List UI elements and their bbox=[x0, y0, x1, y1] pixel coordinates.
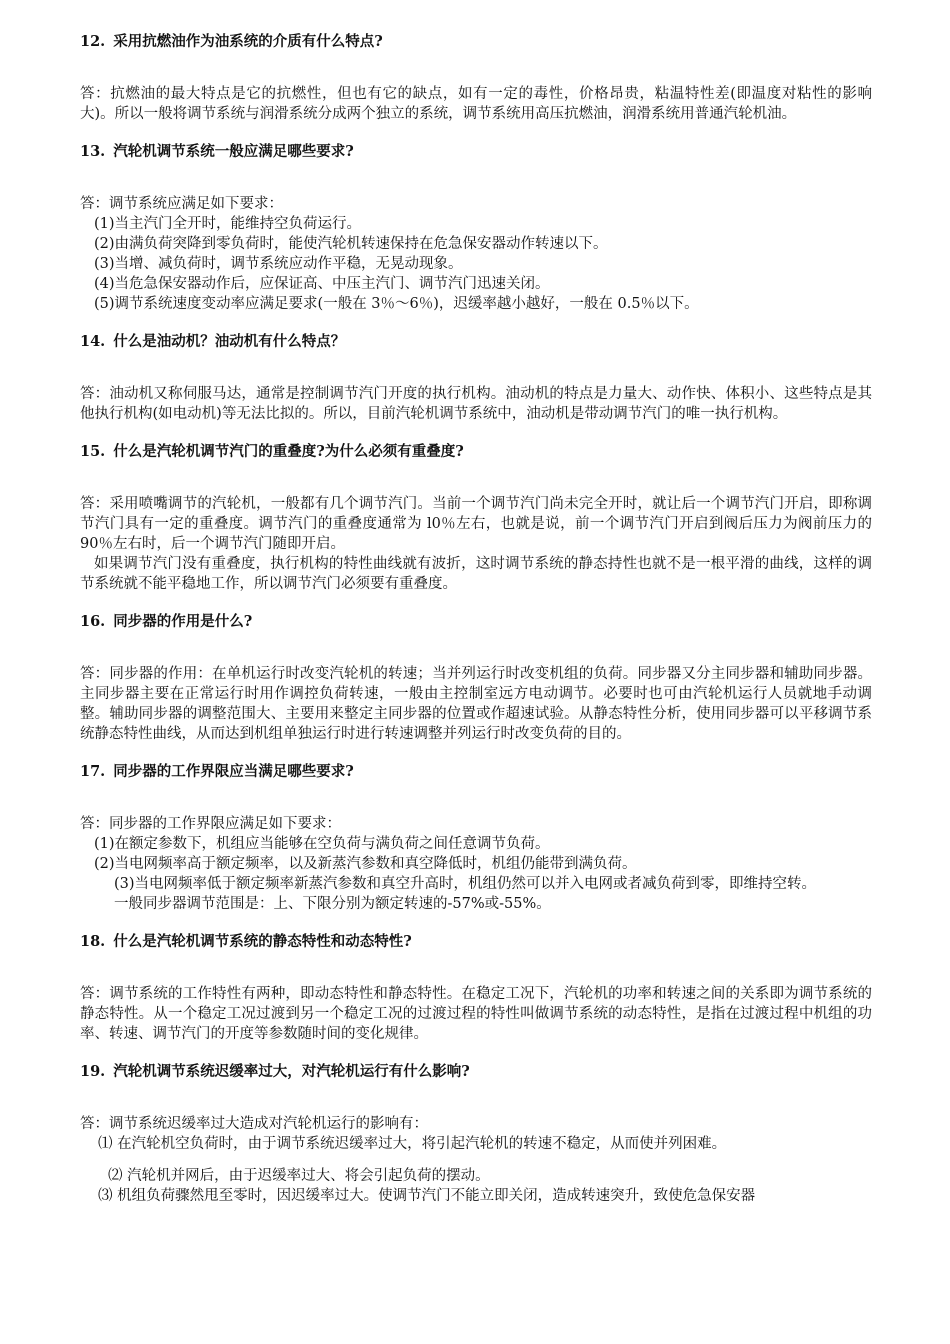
question-16: 16. 同步器的作用是什么? bbox=[80, 613, 253, 630]
answer-17-item-3: (3)当电网频率低于额定频率新蒸汽参数和真空升高时，机组仍然可以并入电网或者减负荷到零，即维持空转。 bbox=[114, 876, 817, 892]
answer-14: 答：油动机又称伺服马达，通常是控制调节汽门开度的执行机构。油动机的特点是力量大、动作快、体积小、这些特点是其他执行机构(如电动机)等无法比拟的。所以，目前汽轮机调节系统中，油动机是带动调节汽门的唯一执行机构。 bbox=[80, 386, 872, 422]
answer-19-item-3: ⑶ 机组负荷骤然甩至零时，因迟缓率过大。使调节汽门不能立即关闭，造成转速突升，致使危急保安器 bbox=[98, 1188, 756, 1204]
document-page bbox=[80, 32, 872, 1206]
answer-19-item-1: ⑴ 在汽轮机空负荷时，由于调节系统迟缓率过大，将引起汽轮机的转速不稳定，从而使并列困难。 bbox=[98, 1136, 727, 1152]
question-18: 18. 什么是汽轮机调节系统的静态特性和动态特性? bbox=[80, 933, 412, 950]
question-12: 12. 采用抗燃油作为油系统的介质有什么特点? bbox=[80, 33, 383, 50]
answer-15: 答：采用喷嘴调节的汽轮机，一般都有几个调节汽门。当前一个调节汽门尚未完全开时，就让后一个调节汽门开启，即称调节汽门具有一定的重叠度。调节汽门的重叠度通常为 l0％左右，也就是说，前一个调节汽门开启到阀后压力为阀前压力的 90％左右时，后一个调节汽门随即开启。 bbox=[80, 496, 872, 552]
answer-17-intro: 答：同步器的工作界限应满足如下要求： bbox=[80, 816, 341, 832]
question-13: 13. 汽轮机调节系统一般应满足哪些要求? bbox=[80, 143, 354, 160]
answer-17-item-1: (1)在额定参数下，机组应当能够在空负荷与满负荷之间任意调节负荷。 bbox=[94, 836, 550, 852]
answer-16: 答：同步器的作用：在单机运行时改变汽轮机的转速；当并列运行时改变机组的负荷。同步器又分主同步器和辅助同步器。主同步器主要在正常运行时用作调控负荷转速，一般由主控制室远方电动调节。必要时也可由汽轮机运行人员就地手动调整。辅助同步器的调整范围大、主要用来整定主同步器的位置或作超速试验。从静态特性分析，使用同步器可以平移调节系统静态特性曲线，从而达到机组单独运行时进行转速调整并列运行时改变负荷的目的。 bbox=[80, 666, 872, 742]
question-17: 17. 同步器的工作界限应当满足哪些要求? bbox=[80, 763, 354, 780]
answer-17-note: 一般同步器调节范围是：上、下限分别为额定转速的-57%或-55%。 bbox=[114, 896, 551, 912]
answer-13-item-2: (2)由满负荷突降到零负荷时，能使汽轮机转速保持在危急保安器动作转速以下。 bbox=[94, 236, 608, 252]
question-14: 14. 什么是油动机？油动机有什么特点？ bbox=[80, 333, 346, 350]
answer-13-item-1: (1)当主汽门全开时，能维持空负荷运行。 bbox=[94, 216, 362, 232]
answer-19-intro: 答：调节系统迟缓率过大造成对汽轮机运行的影响有： bbox=[80, 1116, 428, 1132]
answer-15-paragraph-2: 如果调节汽门没有重叠度，执行机构的特性曲线就有波折，这时调节系统的静态持性也就不是一根平滑的曲线，这样的调节系统就不能平稳地工作，所以调节汽门必须要有重叠度。 bbox=[80, 556, 872, 592]
answer-13-intro: 答：调节系统应满足如下要求： bbox=[80, 196, 283, 212]
answer-12: 答：抗燃油的最大特点是它的抗燃性，但也有它的缺点，如有一定的毒性，价格昂贵，粘温特性差(即温度对粘性的影响大)。所以一般将调节系统与润滑系统分成两个独立的系统，调节系统用高压抗燃油，润滑系统用普通汽轮机油。 bbox=[80, 86, 872, 122]
answer-19-item-2: ⑵ 汽轮机并网后，由于迟缓率过大、将会引起负荷的摆动。 bbox=[108, 1168, 490, 1184]
answer-13-item-3: (3)当增、减负荷时，调节系统应动作平稳，无晃动现象。 bbox=[94, 256, 463, 272]
question-15: 15. 什么是汽轮机调节汽门的重叠度?为什么必须有重叠度? bbox=[80, 443, 464, 460]
answer-13-item-4: (4)当危急保安器动作后，应保证高、中压主汽门、调节汽门迅速关闭。 bbox=[94, 276, 550, 292]
answer-17-item-2: (2)当电网频率高于额定频率，以及新蒸汽参数和真空降低时，机组仍能带到满负荷。 bbox=[94, 856, 637, 872]
answer-18: 答：调节系统的工作特性有两种，即动态特性和静态特性。在稳定工况下，汽轮机的功率和转速之间的关系即为调节系统的静态特性。从一个稳定工况过渡到另一个稳定工况的过渡过程的特性叫做调节系统的动态特性，是指在过渡过程中机组的功率、转速、调节汽门的开度等参数随时间的变化规律。 bbox=[80, 986, 872, 1042]
question-19: 19. 汽轮机调节系统迟缓率过大，对汽轮机运行有什么影响? bbox=[80, 1063, 470, 1080]
answer-13-item-5: (5)调节系统速度变动率应满足要求(一般在 3％～6％)，迟缓率越小越好，一般在 0.5％以下。 bbox=[94, 296, 699, 312]
